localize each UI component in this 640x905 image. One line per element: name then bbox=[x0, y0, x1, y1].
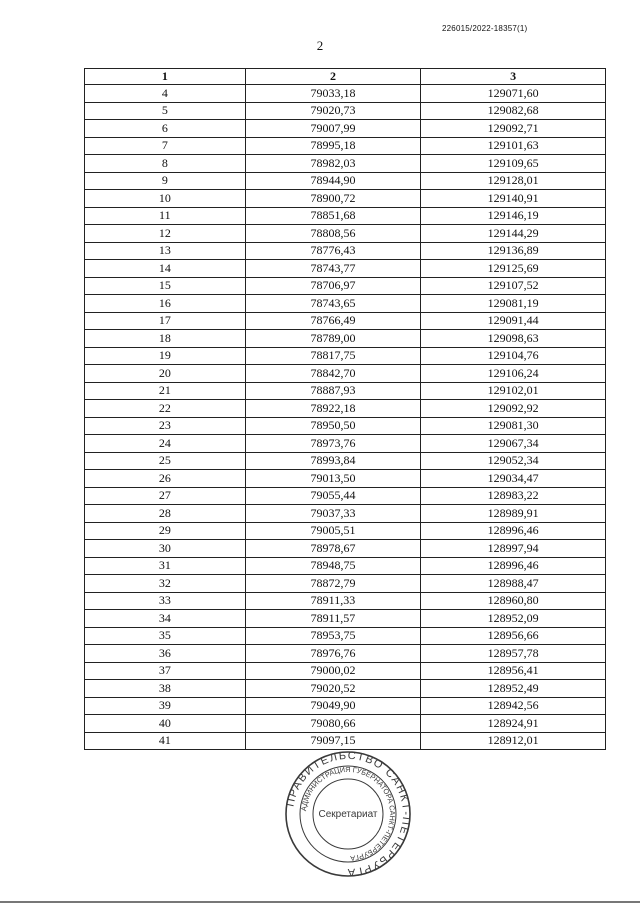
y-coordinate-cell: 128960,80 bbox=[421, 592, 606, 610]
y-coordinate-cell: 128983,22 bbox=[421, 487, 606, 505]
x-coordinate-cell: 78842,70 bbox=[245, 365, 421, 383]
seal-center-text: Секретариат bbox=[318, 809, 378, 820]
column-header: 3 bbox=[421, 69, 606, 85]
table-row bbox=[85, 680, 606, 698]
table-row bbox=[85, 487, 606, 505]
x-coordinate-cell: 78808,56 bbox=[245, 225, 421, 243]
table-row bbox=[85, 662, 606, 680]
point-number-cell: 15 bbox=[85, 277, 246, 295]
point-number-cell: 33 bbox=[85, 592, 246, 610]
y-coordinate-cell: 128997,94 bbox=[421, 540, 606, 558]
x-coordinate-cell: 79055,44 bbox=[245, 487, 421, 505]
point-number-cell: 16 bbox=[85, 295, 246, 313]
x-coordinate-cell: 79020,73 bbox=[245, 102, 421, 120]
point-number-cell: 19 bbox=[85, 347, 246, 365]
y-coordinate-cell: 129092,71 bbox=[421, 120, 606, 138]
table-row bbox=[85, 277, 606, 295]
table-row bbox=[85, 435, 606, 453]
x-coordinate-cell: 78743,65 bbox=[245, 295, 421, 313]
point-number-cell: 41 bbox=[85, 732, 246, 750]
point-number-cell: 36 bbox=[85, 645, 246, 663]
x-coordinate-cell: 79097,15 bbox=[245, 732, 421, 750]
official-seal bbox=[284, 750, 412, 878]
table-row bbox=[85, 85, 606, 103]
point-number-cell: 35 bbox=[85, 627, 246, 645]
table-row bbox=[85, 732, 606, 750]
x-coordinate-cell: 78817,75 bbox=[245, 347, 421, 365]
table-header-row bbox=[85, 69, 606, 85]
x-coordinate-cell: 78911,57 bbox=[245, 610, 421, 628]
x-coordinate-cell: 78976,76 bbox=[245, 645, 421, 663]
table-row bbox=[85, 452, 606, 470]
point-number-cell: 24 bbox=[85, 435, 246, 453]
table-row bbox=[85, 470, 606, 488]
y-coordinate-cell: 129106,24 bbox=[421, 365, 606, 383]
table-row bbox=[85, 260, 606, 278]
coordinates-table bbox=[84, 68, 606, 750]
point-number-cell: 32 bbox=[85, 575, 246, 593]
point-number-cell: 26 bbox=[85, 470, 246, 488]
table-row bbox=[85, 610, 606, 628]
y-coordinate-cell: 128988,47 bbox=[421, 575, 606, 593]
point-number-cell: 12 bbox=[85, 225, 246, 243]
x-coordinate-cell: 78922,18 bbox=[245, 400, 421, 418]
x-coordinate-cell: 78887,93 bbox=[245, 382, 421, 400]
y-coordinate-cell: 129136,89 bbox=[421, 242, 606, 260]
y-coordinate-cell: 129128,01 bbox=[421, 172, 606, 190]
x-coordinate-cell: 79049,90 bbox=[245, 697, 421, 715]
x-coordinate-cell: 79013,50 bbox=[245, 470, 421, 488]
x-coordinate-cell: 78948,75 bbox=[245, 557, 421, 575]
table-row bbox=[85, 715, 606, 733]
point-number-cell: 13 bbox=[85, 242, 246, 260]
y-coordinate-cell: 128952,09 bbox=[421, 610, 606, 628]
x-coordinate-cell: 78743,77 bbox=[245, 260, 421, 278]
x-coordinate-cell: 78973,76 bbox=[245, 435, 421, 453]
point-number-cell: 27 bbox=[85, 487, 246, 505]
point-number-cell: 28 bbox=[85, 505, 246, 523]
page-number: 2 bbox=[316, 38, 324, 53]
y-coordinate-cell: 129098,63 bbox=[421, 330, 606, 348]
y-coordinate-cell: 129092,92 bbox=[421, 400, 606, 418]
y-coordinate-cell: 128912,01 bbox=[421, 732, 606, 750]
seal-inner-text: АДМИНИСТРАЦИЯ ГУБЕРНАТОРА САНКТ-ПЕТЕРБУРГА bbox=[299, 764, 398, 863]
table-row bbox=[85, 400, 606, 418]
column-header: 2 bbox=[245, 69, 421, 85]
y-coordinate-cell: 128942,56 bbox=[421, 697, 606, 715]
point-number-cell: 23 bbox=[85, 417, 246, 435]
y-coordinate-cell: 129082,68 bbox=[421, 102, 606, 120]
y-coordinate-cell: 129125,69 bbox=[421, 260, 606, 278]
table-row bbox=[85, 242, 606, 260]
point-number-cell: 18 bbox=[85, 330, 246, 348]
seal-outer-text: ПРАВИТЕЛЬСТВО САНКТ-ПЕТЕРБУРГА bbox=[284, 750, 412, 878]
point-number-cell: 30 bbox=[85, 540, 246, 558]
table-row bbox=[85, 102, 606, 120]
table-row bbox=[85, 627, 606, 645]
table-row bbox=[85, 120, 606, 138]
y-coordinate-cell: 128924,91 bbox=[421, 715, 606, 733]
y-coordinate-cell: 128956,66 bbox=[421, 627, 606, 645]
point-number-cell: 4 bbox=[85, 85, 246, 103]
x-coordinate-cell: 78944,90 bbox=[245, 172, 421, 190]
point-number-cell: 10 bbox=[85, 190, 246, 208]
x-coordinate-cell: 78789,00 bbox=[245, 330, 421, 348]
y-coordinate-cell: 128989,91 bbox=[421, 505, 606, 523]
point-number-cell: 6 bbox=[85, 120, 246, 138]
table-row bbox=[85, 330, 606, 348]
x-coordinate-cell: 78953,75 bbox=[245, 627, 421, 645]
document-number: 226015/2022-18357(1) bbox=[442, 24, 528, 33]
table-row bbox=[85, 645, 606, 663]
x-coordinate-cell: 78982,03 bbox=[245, 155, 421, 173]
y-coordinate-cell: 128996,46 bbox=[421, 557, 606, 575]
x-coordinate-cell: 78900,72 bbox=[245, 190, 421, 208]
point-number-cell: 9 bbox=[85, 172, 246, 190]
y-coordinate-cell: 128996,46 bbox=[421, 522, 606, 540]
x-coordinate-cell: 78766,49 bbox=[245, 312, 421, 330]
table-row bbox=[85, 522, 606, 540]
table-row bbox=[85, 347, 606, 365]
y-coordinate-cell: 128956,41 bbox=[421, 662, 606, 680]
table-row bbox=[85, 575, 606, 593]
x-coordinate-cell: 78993,84 bbox=[245, 452, 421, 470]
x-coordinate-cell: 78776,43 bbox=[245, 242, 421, 260]
table-row bbox=[85, 540, 606, 558]
table-row bbox=[85, 592, 606, 610]
point-number-cell: 14 bbox=[85, 260, 246, 278]
table-body bbox=[85, 85, 606, 750]
point-number-cell: 40 bbox=[85, 715, 246, 733]
y-coordinate-cell: 129102,01 bbox=[421, 382, 606, 400]
y-coordinate-cell: 128957,78 bbox=[421, 645, 606, 663]
table-row bbox=[85, 557, 606, 575]
page-bottom-edge bbox=[0, 901, 640, 903]
x-coordinate-cell: 78706,97 bbox=[245, 277, 421, 295]
table-row bbox=[85, 137, 606, 155]
seal-stamp-icon bbox=[284, 750, 412, 878]
y-coordinate-cell: 129140,91 bbox=[421, 190, 606, 208]
x-coordinate-cell: 79020,52 bbox=[245, 680, 421, 698]
y-coordinate-cell: 129052,34 bbox=[421, 452, 606, 470]
point-number-cell: 39 bbox=[85, 697, 246, 715]
y-coordinate-cell: 129107,52 bbox=[421, 277, 606, 295]
x-coordinate-cell: 78851,68 bbox=[245, 207, 421, 225]
table-row bbox=[85, 155, 606, 173]
y-coordinate-cell: 129144,29 bbox=[421, 225, 606, 243]
table-row bbox=[85, 312, 606, 330]
x-coordinate-cell: 79033,18 bbox=[245, 85, 421, 103]
y-coordinate-cell: 129081,19 bbox=[421, 295, 606, 313]
point-number-cell: 29 bbox=[85, 522, 246, 540]
x-coordinate-cell: 79037,33 bbox=[245, 505, 421, 523]
y-coordinate-cell: 129104,76 bbox=[421, 347, 606, 365]
table-row bbox=[85, 417, 606, 435]
table-row bbox=[85, 207, 606, 225]
table-row bbox=[85, 190, 606, 208]
x-coordinate-cell: 78950,50 bbox=[245, 417, 421, 435]
table-row bbox=[85, 295, 606, 313]
point-number-cell: 25 bbox=[85, 452, 246, 470]
x-coordinate-cell: 78995,18 bbox=[245, 137, 421, 155]
point-number-cell: 20 bbox=[85, 365, 246, 383]
point-number-cell: 21 bbox=[85, 382, 246, 400]
point-number-cell: 5 bbox=[85, 102, 246, 120]
y-coordinate-cell: 129081,30 bbox=[421, 417, 606, 435]
table-row bbox=[85, 172, 606, 190]
point-number-cell: 22 bbox=[85, 400, 246, 418]
table-row bbox=[85, 505, 606, 523]
x-coordinate-cell: 79005,51 bbox=[245, 522, 421, 540]
point-number-cell: 37 bbox=[85, 662, 246, 680]
y-coordinate-cell: 129071,60 bbox=[421, 85, 606, 103]
x-coordinate-cell: 79080,66 bbox=[245, 715, 421, 733]
y-coordinate-cell: 129146,19 bbox=[421, 207, 606, 225]
y-coordinate-cell: 129091,44 bbox=[421, 312, 606, 330]
x-coordinate-cell: 79007,99 bbox=[245, 120, 421, 138]
y-coordinate-cell: 128952,49 bbox=[421, 680, 606, 698]
y-coordinate-cell: 129101,63 bbox=[421, 137, 606, 155]
point-number-cell: 7 bbox=[85, 137, 246, 155]
column-header: 1 bbox=[85, 69, 246, 85]
x-coordinate-cell: 78872,79 bbox=[245, 575, 421, 593]
table-row bbox=[85, 697, 606, 715]
x-coordinate-cell: 78978,67 bbox=[245, 540, 421, 558]
y-coordinate-cell: 129034,47 bbox=[421, 470, 606, 488]
table-row bbox=[85, 382, 606, 400]
x-coordinate-cell: 79000,02 bbox=[245, 662, 421, 680]
y-coordinate-cell: 129067,34 bbox=[421, 435, 606, 453]
point-number-cell: 31 bbox=[85, 557, 246, 575]
x-coordinate-cell: 78911,33 bbox=[245, 592, 421, 610]
table-row bbox=[85, 365, 606, 383]
table-row bbox=[85, 225, 606, 243]
point-number-cell: 8 bbox=[85, 155, 246, 173]
y-coordinate-cell: 129109,65 bbox=[421, 155, 606, 173]
point-number-cell: 34 bbox=[85, 610, 246, 628]
point-number-cell: 11 bbox=[85, 207, 246, 225]
point-number-cell: 17 bbox=[85, 312, 246, 330]
point-number-cell: 38 bbox=[85, 680, 246, 698]
